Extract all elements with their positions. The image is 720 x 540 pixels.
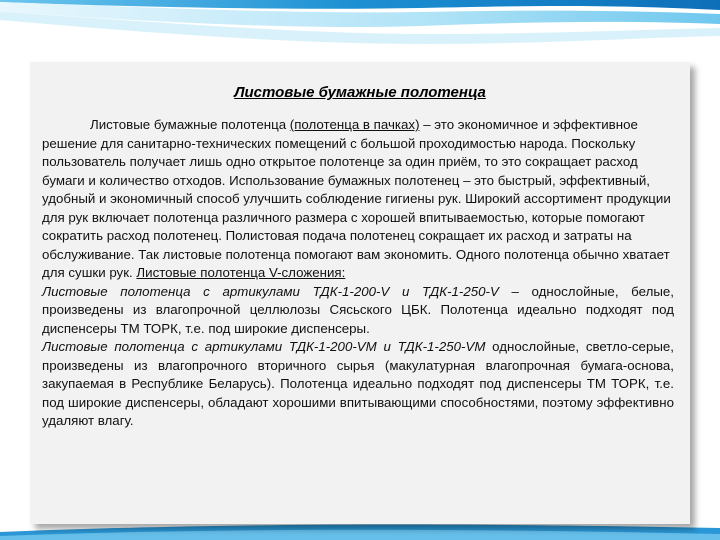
intro-underlined-note: (полотенца в пачках) — [289, 117, 420, 132]
intro-paragraph — [42, 116, 674, 283]
product-2-articles: Листовые полотенца с артикулами ТДК-1-200-VM и ТДК-1-250-VM — [42, 339, 486, 354]
intro-rest: – это экономичное и эффективное решение для санитарно-технических помещений с большой проходимостью народа. Поскольку пользователь получает лишь одно открытое полотенце за один приём, то это сокращает расход бумаги и количество отходов. Использование бумажных полотенец – это быстрый, эффективный, удобный и экономичный способ улучшить соблюдение гигиены рук. Широкий ассортимент продукции для рук включает полотенца различного размера с хорошей впитываемостью, которые помогают сократить расход полотенец. Полистовая подача полотенец сокращает их расход и затраты на обслуживание. Так листовые полотенца помогают вам экономить. Одного полотенца обычно хватает для сушки рук. — [42, 117, 671, 280]
page-title: Листовые бумажные полотенца — [234, 84, 486, 101]
body-text — [42, 116, 674, 431]
product-2-description: однослойные, светло-серые, произведены из влагопрочного вторичного сырья (макулатурная влагопрочная бумага-основа, закупаемая в Республике Беларусь). Полотенца идеально подходят под диспенсеры ТМ ТОРК, т.е. под широкие диспенсеры, обладают хорошими впитывающими способностями, поэтому эффективно удаляют влагу. — [42, 339, 674, 428]
intro-lead: Листовые бумажные полотенца — [90, 117, 290, 132]
v-fold-heading: Листовые полотенца V-сложения: — [136, 265, 346, 280]
content-panel — [30, 62, 690, 524]
product-2-paragraph — [42, 338, 674, 431]
product-1-paragraph — [42, 283, 674, 339]
product-1-description: – однослойные, белые, произведены из влагопрочной целлюлозы Сясьского ЦБК. Полотенца идеально подходят под диспенсеры ТМ ТОРК, т.е. под широкие диспенсеры. — [42, 283, 674, 336]
product-1-articles: Листовые полотенца с артикулами ТДК-1-200-V и ТДК-1-250-V — [42, 283, 499, 299]
